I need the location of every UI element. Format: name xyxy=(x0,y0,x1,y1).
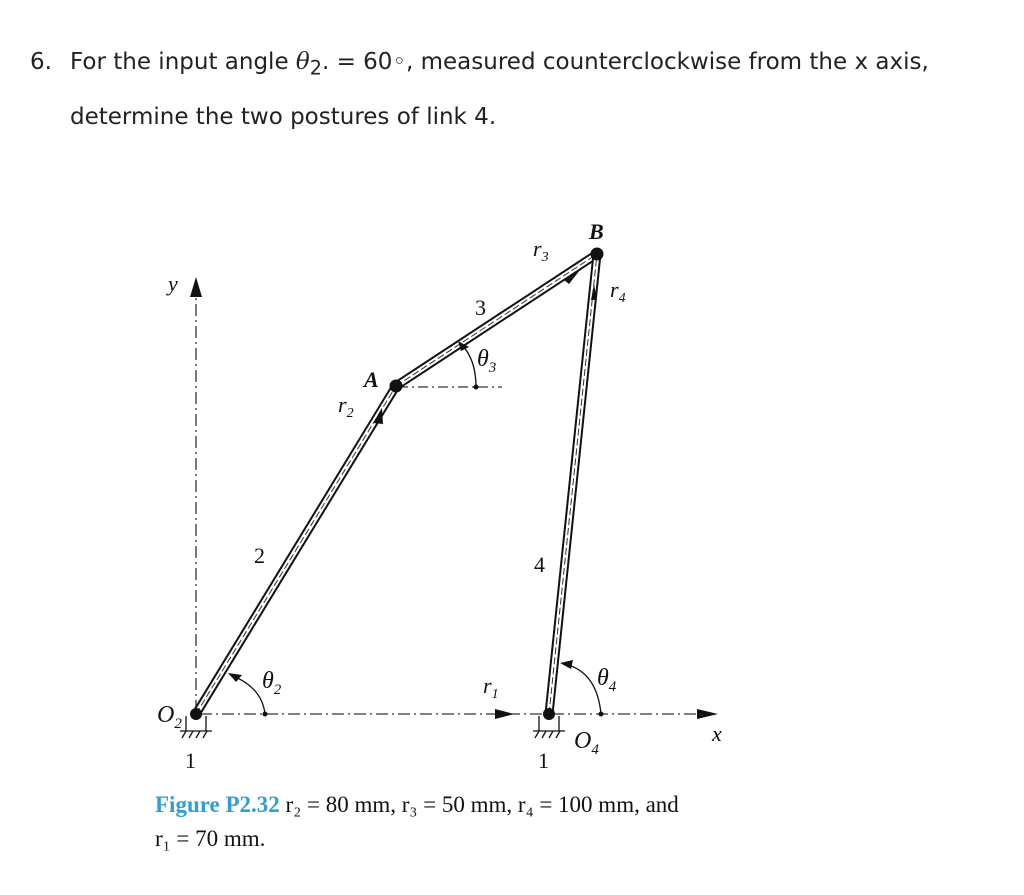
label-ground-right: 1 xyxy=(538,748,549,773)
x-axis-arrowhead xyxy=(697,709,718,719)
link-3 xyxy=(396,254,597,386)
r1-arrowhead xyxy=(495,709,514,719)
theta4-arc-end xyxy=(599,712,604,717)
y-axis-label: y xyxy=(168,271,178,296)
label-a: A xyxy=(364,367,379,392)
y-axis-arrowhead xyxy=(190,277,202,297)
label-theta4: $\theta_4$ xyxy=(597,665,617,695)
theta-symbol: θ xyxy=(295,49,310,75)
label-r3: $r_3$ xyxy=(533,236,549,265)
theta3-arc-end xyxy=(474,385,479,390)
figure-caption xyxy=(155,788,855,856)
label-theta3: $\theta_3$ xyxy=(477,346,497,376)
label-link-4: 4 xyxy=(534,552,545,577)
theta2-arc-arrowhead xyxy=(228,673,242,682)
joint-o4 xyxy=(543,708,555,720)
problem-line-2: determine the two postures of link 4. xyxy=(70,103,497,130)
label-o2: $O_2$ xyxy=(157,702,182,732)
label-r4: $r_4$ xyxy=(610,277,626,306)
problem-line-1: For the input angle $\theta_2$. = 60◦, measured counterclockwise from the x axis, xyxy=(70,49,929,80)
link-2 xyxy=(196,386,396,714)
theta-subscript: 2 xyxy=(309,56,322,80)
theta2-arc-end xyxy=(263,712,268,717)
link-4 xyxy=(549,254,597,714)
caption-line-1: r₂ = 80 mm, r₃ = 50 mm, r₄ = 100 mm, and xyxy=(285,792,679,817)
theta3-arc xyxy=(462,345,476,387)
x-axis-label: x xyxy=(712,721,722,746)
joint-b xyxy=(591,248,604,261)
label-r2: $r_2$ xyxy=(338,392,354,421)
label-link-2: 2 xyxy=(254,543,265,568)
joint-a xyxy=(390,380,403,393)
problem-number: 6. xyxy=(30,49,52,75)
label-b: B xyxy=(589,219,604,244)
caption-line-2: r₁ = 70 mm. xyxy=(155,826,266,851)
theta4-arc-arrowhead xyxy=(560,660,573,669)
label-theta2: $\theta_2$ xyxy=(262,668,282,698)
label-o4: $O_4$ xyxy=(574,728,599,758)
label-link-3: 3 xyxy=(475,295,486,320)
label-r1: $r_1$ xyxy=(483,673,499,702)
figure-number: Figure P2.32 xyxy=(155,792,280,817)
theta2-arc xyxy=(233,676,265,714)
joint-o2 xyxy=(190,708,202,720)
theta4-arc xyxy=(565,664,601,714)
label-ground-left: 1 xyxy=(185,748,196,773)
